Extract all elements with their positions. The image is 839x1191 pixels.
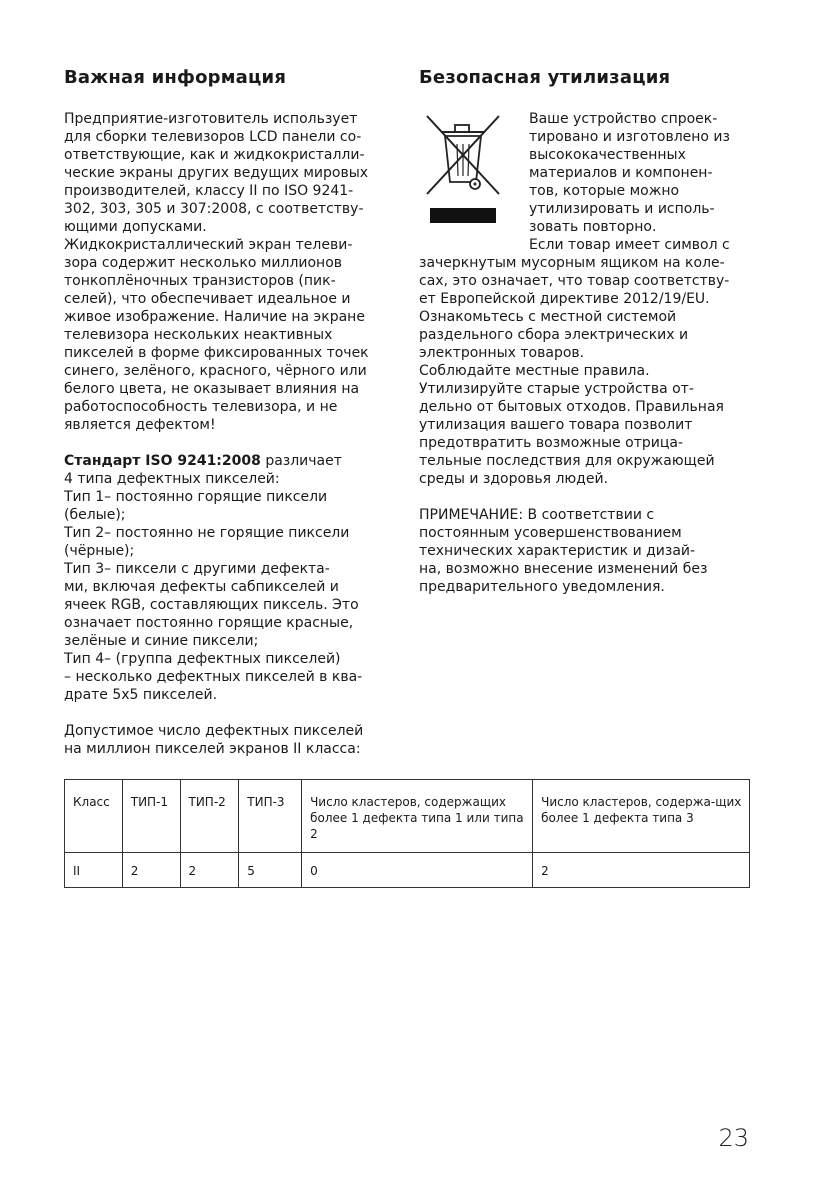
text-line: пикселей в форме фиксированных точек [64, 345, 369, 361]
text-line: Ознакомьтесь с местной системой [419, 309, 677, 325]
text-line: дельно от бытовых отходов. Правильная [419, 399, 724, 415]
table-cell: 2 [180, 853, 239, 888]
crossed-out-wheelie-bin-icon [419, 110, 509, 230]
text-line: Допустимое число дефектных пикселей [64, 723, 364, 739]
text-line: Тип 2– постоянно не горящие пиксели [64, 525, 350, 541]
text-line: означает постоянно горящие красные, [64, 615, 354, 631]
table-header-row [65, 780, 750, 853]
text-line: Если товар имеет символ с [529, 237, 730, 253]
text-line: является дефектом! [64, 417, 216, 433]
text-line: ющими допусками. [64, 219, 207, 235]
text-line: среды и здоровья людей. [419, 471, 609, 487]
text-line: (чёрные); [64, 543, 135, 559]
defect-pixel-table [64, 779, 750, 888]
text-line: Ваше устройство спроек- [529, 111, 718, 127]
text-line: Соблюдайте местные правила. [419, 363, 650, 379]
text-line: на, возможно внесение изменений без [419, 561, 708, 577]
text-line: Тип 4– (группа дефектных пикселей) [64, 651, 341, 667]
text-line: белого цвета, не оказывает влияния на [64, 381, 360, 397]
text-line: ми, включая дефекты сабпикселей и [64, 579, 339, 595]
text-line: тонкоплёночных транзисторов (пик- [64, 273, 336, 289]
text-line: технических характеристик и дизай- [419, 543, 696, 559]
text-line: электронных товаров. [419, 345, 585, 361]
text-line: высококачественных [529, 147, 686, 163]
text-line: живое изображение. Наличие на экране [64, 309, 365, 325]
standard-heading-line [64, 452, 400, 470]
text-line: тировано и изготовлено из [529, 129, 730, 145]
table-cell: II [65, 853, 123, 888]
safe-disposal-heading: Безопасная утилизация [419, 67, 671, 88]
table-cell: 5 [239, 853, 302, 888]
text-line: предварительного уведомления. [419, 579, 665, 595]
text-line: Предприятие-изготовитель использует [64, 111, 358, 127]
text-line: ячеек RGB, составляющих пиксель. Это [64, 597, 359, 613]
text-line: селей), что обеспечивает идеальное и [64, 291, 351, 307]
right-column [419, 66, 759, 596]
header-cell: ТИП-3 [239, 780, 302, 853]
text-line: зора содержит несколько миллионов [64, 255, 343, 271]
standard-rest: различает [260, 453, 342, 469]
text-line: ческие экраны других ведущих мировых [64, 165, 369, 181]
text-line: зовать повторно. [529, 219, 657, 235]
text-line: синего, зелёного, красного, чёрного или [64, 363, 367, 379]
allowed-pixels-paragraph [64, 722, 400, 758]
text-line: утилизация вашего товара позволит [419, 417, 693, 433]
header-cell: ТИП-1 [122, 780, 180, 853]
disposal-text-beside-icon [529, 110, 759, 236]
standard-bold: Стандарт ISO 9241:2008 [64, 453, 261, 469]
text-line: Тип 1– постоянно горящие пиксели [64, 489, 328, 505]
left-column [64, 66, 400, 758]
important-info-heading: Важная информация [64, 67, 287, 88]
text-line: производителей, классу II по ISO 9241- [64, 183, 354, 199]
text-line: Жидкокристаллический экран телеви- [64, 237, 353, 253]
text-line: предотвратить возможные отрица- [419, 435, 684, 451]
standard-paragraph [64, 452, 400, 704]
text-line: тов, которые можно [529, 183, 680, 199]
text-line: материалов и компонен- [529, 165, 713, 181]
text-line: тельные последствия для окружающей [419, 453, 715, 469]
text-line: ответствующие, как и жидкокристалли- [64, 147, 365, 163]
text-line: работоспособность телевизора, и не [64, 399, 338, 415]
text-line: телевизора нескольких неактивных [64, 327, 333, 343]
page-number: 23 [718, 1124, 749, 1152]
text-line: 302, 303, 305 и 307:2008, с соответству- [64, 201, 364, 217]
text-line: постоянным усовершенствованием [419, 525, 682, 541]
text-line: Тип 3– пиксели с другими дефекта- [64, 561, 330, 577]
header-cell: Число кластеров, содержа-щих более 1 дефекта типа 3 [533, 780, 750, 853]
table-row [65, 853, 750, 888]
header-cell: Класс [65, 780, 123, 853]
table-cell: 0 [302, 853, 533, 888]
text-line: ет Европейской директиве 2012/19/EU. [419, 291, 710, 307]
header-cell: ТИП-2 [180, 780, 239, 853]
disposal-paragraph [419, 110, 759, 488]
text-line: драте 5х5 пикселей. [64, 687, 218, 703]
text-line: зачеркнутым мусорным ящиком на коле- [419, 255, 725, 271]
note-paragraph [419, 506, 759, 596]
intro-paragraph [64, 110, 400, 434]
text-line: 4 типа дефектных пикселей: [64, 471, 280, 487]
text-line: утилизировать и исполь- [529, 201, 715, 217]
table-cell: 2 [122, 853, 180, 888]
text-line: сах, это означает, что товар соответству- [419, 273, 730, 289]
text-line: – несколько дефектных пикселей в ква- [64, 669, 363, 685]
text-line: на миллион пикселей экранов II класса: [64, 741, 361, 757]
text-line: раздельного сбора электрических и [419, 327, 689, 343]
text-line: зелёные и синие пиксели; [64, 633, 259, 649]
text-line: для сборки телевизоров LCD панели со- [64, 129, 362, 145]
header-cell: Число кластеров, содержащих более 1 дефекта типа 1 или типа 2 [302, 780, 533, 853]
text-line: Утилизируйте старые устройства от- [419, 381, 694, 397]
table-cell: 2 [533, 853, 750, 888]
text-line: ПРИМЕЧАНИЕ: В соответствии с [419, 507, 655, 523]
text-line: (белые); [64, 507, 126, 523]
